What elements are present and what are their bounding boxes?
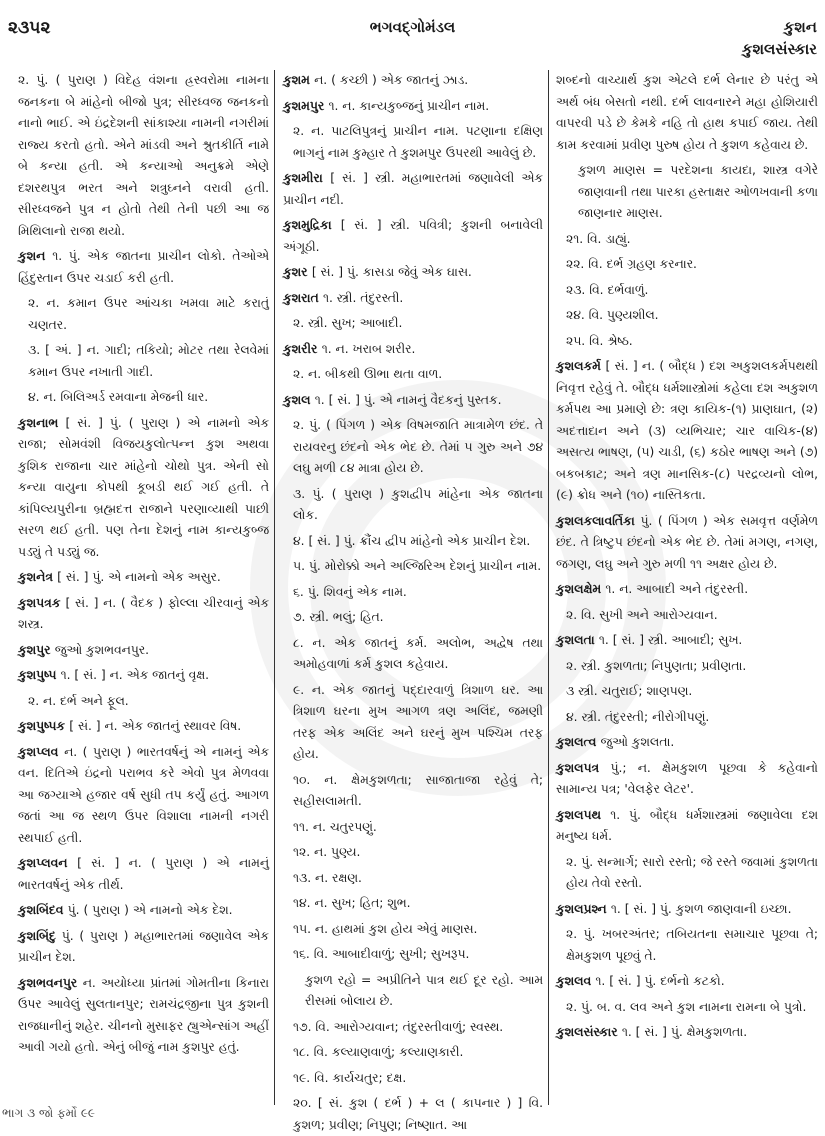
dictionary-entry [556,511,818,576]
entry-definition: [ સં. ] પું. એ નામનો એક અસુર. [57,570,221,584]
dictionary-entry [283,288,543,310]
entry-definition: પું.; ન. ક્ષેમકુશળ પૂછવા કે કહેવાનો સામાન્ય પત્ર; 'વેલફેર લેટર'. [556,760,818,796]
sense-definition: ૩ સ્ત્રી. ચતુરાઈ; શાણપણ. [566,684,693,698]
entry-definition: ૧. પું. બૌદ્ધ ધર્મશાસ્ત્રમાં જણાવેલા દશ મનુષ્ય ધર્મ. [556,807,819,843]
entry-definition: ૧. ન. આબાદી અને તંદુરસ્તી. [605,582,749,596]
dictionary-entry [556,356,818,507]
entry-headword: કુશલકર્મ [556,359,606,373]
entry-definition: જુઓ કુશલતા. [600,735,675,749]
column-1 [14,70,269,1100]
entry-definition: ૧. [ સં. ] પું. એ નામનું વૈદકનું પુસ્તક. [314,392,502,407]
sense-definition: ૨. વિ. સુખી અને આરોગ્યવાન. [566,607,718,622]
sense-definition: ૧૫. ન. હાથમાં કુશ હોય એવું માણસ. [293,921,478,936]
dictionary-entry [283,262,543,284]
sense-definition: ૨. પું. સન્માર્ગ; સારો રસ્તો; જે રસ્તે જવામાં કુશળતા હોય તેવો રસ્તો. [566,854,818,890]
entry-headword: કુશબિંદવ [18,903,68,917]
sense-definition: ૩. પું. ( પુરાણ ) કુશદ્વીપ માંહેના એક જાતના લોક. [293,486,543,522]
sense-definition: ૫. પું. મોરોક્કો અને અલ્જિરિઅ દેશનું પ્રાચીન નામ. [293,559,542,573]
entry-definition: [ સં. ] પું. ( પુરાણ ) એ નામનો એક રાજા; સોમવંશી વિજયકુલોત્પન્ન કુશ અથવા કુશિક રાજાના ચાર માંહેનો ચોથો પુત્ર. એની સો કન્યા વાયુના કોપથી કૂબડી થઈ ગઈ હતી. તે કાંપિલ્યપુરીના બ્રહ્મદત્ત રાજાને પરણાવ્યાથી પાછી સરળ થઈ હતી. પણ તેના દેશનું નામ કાન્યકુબ્જ પડ્યું તે પડ્યું જ. [18,415,270,559]
entry-definition: પું. ( પુરાણ ) મહાભારતમાં જણાવેલ એક પ્રાચીન દેશ. [18,928,269,964]
entry-headword: કુશપ્લવન [18,856,78,870]
entry-definition: ન. ( પુરાણ ) ભારતવર્ષનું એ નામનું એક વન. દિતિએ ઇંદ્રનો પરાભવ કરે એવો પુત્ર મેળવવા આ જગ્યાએ હજાર વર્ષ સુધી તપ કર્યું હતું. આગળ જતાં આ જ સ્થળ ઉપર વિશાલા નામની નગરી સ્થપાઈ હતી. [18,744,270,845]
dictionary-entry [556,899,818,921]
entry-definition: [ સં. ] ન. ( પુરાણ ) એ નામનું ભારતવર્ષનું એક તીર્થ. [18,856,269,892]
sense-definition: ૧૯. વિ. કાર્યચતુર; દક્ષ. [293,1070,407,1085]
entry-headword: કુશપ્લવ [18,744,65,759]
entry-definition: ન. અયોધ્યા પ્રાંતમાં ગોમતીના કિનારા ઉપર આવેલું સુલતાનપુર; રામચંદ્રજીના પુત્ર કુશની રાજધાનીનું શહેર. ચીનનો મુસાફર હ્યુએન્સાંગ અહીં આવી ગયો હતો. એનું બીજું નામ કુશપુર હતું. [18,975,269,1054]
entry-definition: ૧. પું. એક જાતના પ્રાચીન લોકો. તેઓએ હિંદુસ્તાન ઉપર ચડાઈ કરી હતી. [18,249,269,285]
entry-headword: કુશન [18,249,53,263]
guide-words [742,16,817,60]
dictionary-entry [556,758,818,801]
guide-word-first: કુશન [783,18,817,36]
dictionary-entry [556,630,818,652]
sense-definition: ૧૦. ન. ક્ષેમકુશળતા; સાજાતાજા રહેવું તે; સહીસલામતી. [293,772,543,808]
dictionary-entry [18,413,269,564]
sense-definition: ૨. ન. બીકથી ઊભા થતા વાળ. [293,367,443,381]
entry-headword: કુશલપ્રશ્ન [556,901,611,916]
dictionary-entry [556,1022,818,1044]
sense-definition: ૧૪. ન. સુખ; હિત; શુભ. [293,896,411,910]
sense-definition: ૧૨. ન. પુણ્ય. [293,845,361,859]
column-divider [274,70,275,1105]
entry-headword: કુશમુદ્રિકા [283,218,341,232]
entry-definition: ૧. [ સં. ] પું. ક્ષેમકુશળતા. [621,1025,748,1039]
sense-definition: ૮. ન. એક જાતનું કર્મ. અલોભ, અદ્વેષ તથા અમોહવાળાં કર્મ કુશલ કહેવાય. [293,635,543,671]
dictionary-entry [283,390,543,412]
entry-headword: કુશપુર [18,642,55,657]
dictionary-entry [556,579,818,601]
entry-definition: [ સં. ] ન. એક જાતનું સ્થાવર વિષ. [69,719,242,733]
entry-headword: કુશલવ [556,974,596,988]
sense-definition: ૧૩. ન. રક્ષણ. [293,870,362,885]
column-2 [283,70,543,1132]
sense-definition: ૪. સ્ત્રી. તંદુરસ્તી; નીરોગીપણું. [566,709,710,724]
sense-definition: ૬. પું. શિવનું એક નામ. [293,584,407,599]
entry-definition: ૧. [ સં. ] ન. એક જાતનું વૃક્ષ. [60,668,210,682]
entry-headword: કુશલત્વ [556,735,601,749]
entry-headword: કુશર [283,265,312,279]
entry-headword: કુશરીર [283,341,322,356]
dictionary-entry [18,246,269,289]
entry-headword: કુશમીરા [283,171,331,185]
sense-definition: ૧૮. વિ. કલ્યાણવાળું; કલ્યાણકારી. [293,1045,464,1059]
entry-headword: કુશમપુર [283,98,329,113]
sense-definition: ૨૧. વિ. ડાહ્યું. [566,231,631,246]
entry-headword: કુશપુષ્પ [18,668,61,682]
entry-headword: કુશબિંદુ [18,928,62,943]
dictionary-entry [18,900,269,922]
entry-definition: [ સં. ] સ્ત્રી. પવિત્રી; કુશની બનાવેલી અંગૂઠી. [283,218,543,254]
entry-definition: પું. ( પિંગળ ) એક સમવૃત્ત વર્ણમેળ છંદ. તે ત્રિષ્ટુપ છંદનો એક ભેદ છે. તેમાં મગણ, નગણ, જગણ, લઘુ અને ગુરુ મળી ૧૧ અક્ષર હોય છે. [556,513,818,571]
dictionary-entry [556,732,818,754]
entry-headword: કુશપુષ્પક [18,719,70,733]
sense-definition: ૪. [ સં. ] પું. ક્રૌંચ દ્વીપ માંહેનો એક પ્રાચીન દેશ. [293,533,531,548]
entry-headword: કુશલપથ [556,807,611,822]
entry-headword: કુશલપત્ર [556,760,611,775]
dictionary-entry [556,971,818,993]
sense-definition: ૨૫. વિ. શ્રેષ્ઠ. [566,333,633,348]
entry-definition: [ સં. ] સ્ત્રી. મહાભારતમાં જણાવેલી એક પ્રાચીન નદી. [283,171,543,207]
column-3 [556,70,818,1100]
sense-definition: ૨. સ્ત્રી. સુખ; આબાદી. [293,316,403,330]
entry-definition: ન. ( કચ્છી ) એક જાતનું ઝાડ. [314,73,469,87]
dictionary-entry [283,96,543,118]
usage-phrase: કુશળ માણસ = પરદેશના કાયદા, શાસ્ત્ર વગેરે જાણવાની તથા પારકા હસ્તાક્ષર ઓળખવાની કળા જાણનાર માણસ. [578,163,818,220]
entry-definition: [ સં. ] ન. ( વૈદક ) ફોલ્લા ચીરવાનું એક શસ્ત્ર. [18,595,269,631]
entry-definition: ૧. [ સં. ] પું. દર્ભનો કટકો. [595,974,725,988]
entry-definition: ૧. સ્ત્રી. તંદુરસ્તી. [322,290,404,305]
dictionary-entry [556,805,818,848]
entry-headword: કુશભવનપુર [18,975,83,990]
dictionary-entry [18,926,269,969]
sense-definition: ૨. પું. ( પુરાણ ) વિદેહ વંશના હ્રસ્વરોમા નામના જનકના બે માંહેનો બીજો પુત્ર; સીરધ્વજ જનકનો નાનો ભાઈ. એ ઇંદ્રદેશની સાંકાશ્યા નામની નગરીમાં રાજ્ય કરતો હતો. એને માંડવી અને શ્રુતકીર્તિ નામે બે કન્યા હતી. એ કન્યાઓ અનુક્રમે એણે દશરથપુત્ર ભરત અને શત્રુઘ્નને વરાવી હતી. સીરધ્વજને પુત્ર ન હોતો તેથી તેની પછી આ જ મિથિલાનો રાજા થયો. [18,73,269,238]
page-header [0,14,825,68]
sense-definition: ૧૭. વિ. આરોગ્યવાન; તંદુરસ્તીવાળું; સ્વસ્થ. [293,1019,504,1034]
sense-definition: શબ્દનો વાચ્યાર્થ કુશ એટલે દર્ભ લેનાર છે પરંતુ એ અર્થ બંધ બેસતો નથી. દર્ભ લાવનારને મહા હોશિયારી વાપરવી પડે છે કેમકે નહિ તો હાથ કપાઈ જાય. તેથી કામ કરવામાં પ્રવીણ પુરુષ હોય તે કુશળ કહેવાય છે. [556,73,818,152]
sense-definition: ૨. ન. પાટલિપુત્રનું પ્રાચીન નામ. પટણાના દક્ષિણ ભાગનું નામ કુમ્હાર તે કુશમપુર ઉપરથી આવેલું છે. [293,124,543,160]
column-divider [548,70,549,1105]
dictionary-entry [18,853,269,896]
entry-definition: ૧. ન. કાન્યકુબ્જનું પ્રાચીન નામ. [328,98,490,113]
sense-definition: ૨. ન. કમાન ઉપર આંચકા ખમવા માટે કરાતું ચણતર. [28,296,269,332]
entry-headword: કુશલક્ષેમ [556,582,606,596]
dictionary-entry [283,168,543,211]
sense-definition: ૪. ન. બિલિઅર્ડ રમવાના મેજની ધાર. [28,390,209,404]
page-number: ૨૩૫૨ [8,18,51,38]
entry-definition: ૧. ન. ખરાબ શરીર. [321,341,416,356]
entry-definition: [ સં. ] પું. કાસડા જેવું એક ઘાસ. [311,265,472,279]
sense-definition: ૨૪. વિ. પુણ્યશીલ. [566,308,659,322]
sense-definition: ૨૩. વિ. દર્ભવાળું. [566,282,649,297]
dictionary-entry [18,716,269,738]
sense-definition: ૨. ન. દર્ભ અને ફૂલ. [28,693,129,708]
sense-definition: ૯. ન. એક જાતનું પદ્દારવાળું ત્રિશાળ ઘર. આ ત્રિશાળ ઘરના મુખ આગળ ત્રણ અલિંદ, જમણી તરફ એક અલિંદ અને ઘરનું મુખ પશ્ચિમ તરફ હોય. [293,682,543,761]
sense-definition: ૨૦. [ સં. કુશ ( દર્ભ ) + લ ( કાપનાર ) ] વિ. કુશળ; પ્રવીણ; નિપુણ; નિષ્ણાત. આ [293,1096,543,1132]
sense-definition: ૨. પું. બ. વ. લવ અને કુશ નામના રામના બે પુત્રો. [566,999,807,1014]
entry-headword: કુશમ [283,73,315,87]
dictionary-entry [18,742,269,850]
sense-definition: ૧૧. ન. ચતુરપણું. [293,819,377,834]
sense-definition: ૨. સ્ત્રી. કુશળતા; નિપુણતા; પ્રવીણતા. [566,658,747,673]
entry-headword: કુશપત્રક [18,595,66,610]
dictionary-entry [18,593,269,636]
dictionary-entry [18,640,269,662]
dictionary-entry [283,339,543,361]
sense-definition: ૨. પું. ( પિંગળ ) એક વિષમજાતિ માત્રામેળ છંદ. તે રાયવરનુ છંદનો એક ભેદ છે. તેમાં ૫ ગુરુ અને ૭૪ લઘુ મળી ૮૪ માત્રા હોય છે. [293,418,543,475]
dictionary-entry [18,665,269,687]
entry-definition: ૧. [ સં. ] સ્ત્રી. આબાદી; સુખ. [598,633,743,647]
entry-definition: [ સં. ] ન. ( બૌદ્ધ ) દશ અકુશલકર્મપથથી નિવૃત્ત રહેવું તે. બૌદ્ધ ધર્મશાસ્ત્રોમાં કહેલા દશ અકુશળ કર્મપથ આ પ્રમાણે છે: ત્રણ કાયિક-(૧) પ્રાણઘાત, (૨) અદત્તાદાન અને (૩) વ્યભિચાર; ચાર વાચિક-(૪) અસત્ય ભાષણ, (૫) ચાડી, (૬) કઠોર ભાષણ અને (૭) બકબકાટ; અને ત્રણ માનસિક-(૮) પરદ્રવ્યનો લોભ, (૯) ક્રોધ અને (૧૦) નાસ્તિકતા. [556,359,818,502]
entry-definition: પું. ( પુરાણ ) એ નામનો એક દેશ. [67,903,233,917]
entry-headword: કુશલ [283,392,315,407]
sense-definition: ૩. [ અં. ] ન. ગાદી; તકિયો; મોટર તથા રેલવેમાં કમાન ઉપર નખાતી ગાદી. [28,343,269,379]
entry-headword: કુશરાત [283,290,323,305]
dictionary-entry [18,567,269,589]
guide-word-last: કુશલસંસ્કાર [741,40,817,58]
usage-phrase: કુશળ રહો = અપ્રીતિને પાત્ર થઈ દૂર રહો. આમ રીસમાં બોલાય છે. [305,972,543,1008]
entry-definition: જુઓ કુશભવનપુર. [54,642,150,657]
dictionary-entry [283,70,543,92]
page-footer: ભાગ ૩ જો ફર્મો ૯૯ [2,1106,96,1120]
sense-definition: ૨૨. વિ. દર્ભ ગ્રહણ કરનાર. [566,257,697,271]
entry-headword: કુશનાભ [18,415,66,430]
sense-definition: ૧૬. વિ. આબાદીવાળું; સુખી; સુખરૂપ. [293,947,470,961]
entry-headword: કુશલકલાવર્તિકા [556,513,641,528]
entry-headword: કુશનેત્ર [18,570,58,584]
dictionary-entry [283,215,543,258]
entry-definition: ૧. [ સં. ] પું. કુશળ જાણવાની ઇચ્છા. [610,901,792,916]
entry-headword: કુશલસંસ્કાર [556,1025,622,1039]
entry-headword: કુશલતા [556,633,599,647]
dictionary-entry [18,973,269,1059]
sense-definition: ૭. સ્ત્રી. ભલું; હિત. [293,610,384,624]
book-title: ભગવદ્ગોમંડલ [369,18,456,36]
sense-definition: ૨. પું. ખબરઅંતર; તબિયતના સમાચાર પૂછવા તે; ક્ષેમકુશળ પૂછવું તે. [566,927,818,963]
